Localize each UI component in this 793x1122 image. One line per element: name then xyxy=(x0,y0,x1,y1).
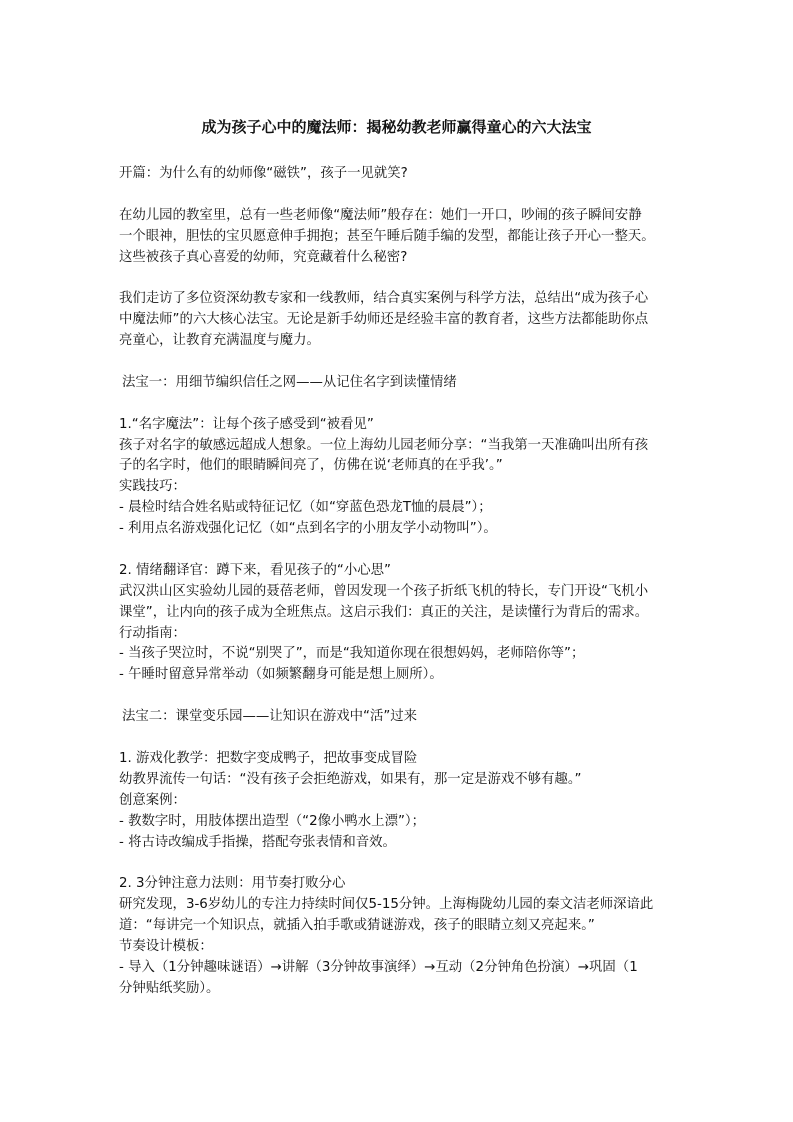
section-heading: 法宝一：用细节编织信任之网——从记住名字到读懂情绪 xyxy=(122,374,457,390)
text-line: 孩子对名字的敏感远超成人想象。一位上海幼儿园老师分享：“当我第一天准确叫出所有孩 xyxy=(119,437,649,453)
text-line: - 当孩子哭泣时，不说“别哭了”，而是“我知道你现在很想妈妈，老师陪你等”； xyxy=(119,646,585,662)
block-heading: 2. 3分钟注意力法则：用节奏打败分心 xyxy=(119,876,346,892)
text-line: 这些被孩子真心喜爱的幼师，究竟藏着什么秘密? xyxy=(119,249,408,265)
text-line: 我们走访了多位资深幼教专家和一线教师，结合真实案例与科学方法，总结出“成为孩子心 xyxy=(119,291,649,307)
block-heading: 开篇：为什么有的幼师像“磁铁”，孩子一见就笑? xyxy=(119,166,408,181)
block-heading: 1.“名字魔法”：让每个孩子感受到“被看见” xyxy=(119,416,374,432)
document-title: 成为孩子心中的魔法师：揭秘幼教老师赢得童心的六大法宝 xyxy=(201,118,592,136)
blank-line xyxy=(119,728,699,749)
block-heading: 1. 游戏化教学：把数字变成鸭子，把故事变成冒险 xyxy=(119,750,418,766)
blank-line xyxy=(119,352,699,373)
paragraph-block xyxy=(119,206,699,269)
blank-line xyxy=(119,185,699,206)
section-heading: 法宝二：课堂变乐园——让知识在游戏中“活”过来 xyxy=(122,709,418,725)
text-line: 在幼儿园的教室里，总有一些老师像“魔法师”般存在：她们一开口，吵闹的孩子瞬间安静 xyxy=(119,207,642,223)
text-line: - 利用点名游戏强化记忆（如“点到名字的小朋友学小动物叫”）。 xyxy=(119,521,497,537)
text-line: 亮童心，让教育充满温度与魔力。 xyxy=(119,333,320,349)
block-heading: 2. 情绪翻译官：蹲下来，看见孩子的“小心思” xyxy=(119,562,391,578)
text-line: 分钟贴纸奖励）。 xyxy=(119,980,220,996)
text-line: - 教数字时，用肢体摆出造型（“2像小鸭水上漂”）； xyxy=(119,813,425,829)
text-line: 一个眼神，胆怯的宝贝愿意伸手拥抱；甚至午睡后随手编的发型，都能让孩子开心一整天。 xyxy=(119,228,655,244)
document-body xyxy=(119,164,699,1000)
text-line: - 晨检时结合姓名贴或特征记忆（如“穿蓝色恐龙T恤的晨晨”）； xyxy=(119,500,492,516)
blank-line xyxy=(119,686,699,707)
text-line: 实践技巧： xyxy=(119,479,186,495)
item-block xyxy=(119,561,699,686)
blank-line xyxy=(119,268,699,289)
text-line: 道：“每讲完一个知识点，就插入拍手歌或猜谜游戏，孩子的眼睛立刻又亮起来。” xyxy=(119,918,595,934)
text-line: 中魔法师”的六大核心法宝。无论是新手幼师还是经验丰富的教育者，这些方法都能助你点 xyxy=(119,312,649,328)
section-block xyxy=(119,707,699,728)
text-line: 课堂”，让内向的孩子成为全班焦点。这启示我们：真正的关注，是读懂行为背后的需求。 xyxy=(119,604,649,620)
paragraph-block xyxy=(119,289,699,352)
heading-block xyxy=(119,164,699,185)
text-line: 节奏设计模板： xyxy=(119,938,213,954)
text-line: 幼教界流传一句话：“没有孩子会拒绝游戏，如果有，那一定是游戏不够有趣。” xyxy=(119,771,582,787)
item-block xyxy=(119,415,699,540)
item-block xyxy=(119,749,699,853)
blank-line xyxy=(119,394,699,415)
text-line: - 将古诗改编成手指操，搭配夸张表情和音效。 xyxy=(119,834,396,850)
text-line: 研究发现，3-6岁幼儿的专注力持续时间仅5-15分钟。上海梅陇幼儿园的秦文洁老师深谙此 xyxy=(119,897,654,913)
text-line: - 午睡时留意异常举动（如频繁翻身可能是想上厕所）。 xyxy=(119,667,443,683)
text-line: - 导入（1分钟趣味谜语）→讲解（3分钟故事演绎）→互动（2分钟角色扮演）→巩固（1 xyxy=(119,959,638,975)
blank-line xyxy=(119,540,699,561)
blank-line xyxy=(119,853,699,874)
section-block xyxy=(119,373,699,394)
text-line: 子的名字时，他们的眼睛瞬间亮了，仿佛在说‘老师真的在乎我’。” xyxy=(119,458,503,474)
text-line: 行动指南： xyxy=(119,625,186,641)
item-block xyxy=(119,874,699,999)
text-line: 武汉洪山区实验幼儿园的聂蓓老师，曾因发现一个孩子折纸飞机的特长，专门开设“飞机小 xyxy=(119,583,649,599)
text-line: 创意案例： xyxy=(119,792,186,808)
